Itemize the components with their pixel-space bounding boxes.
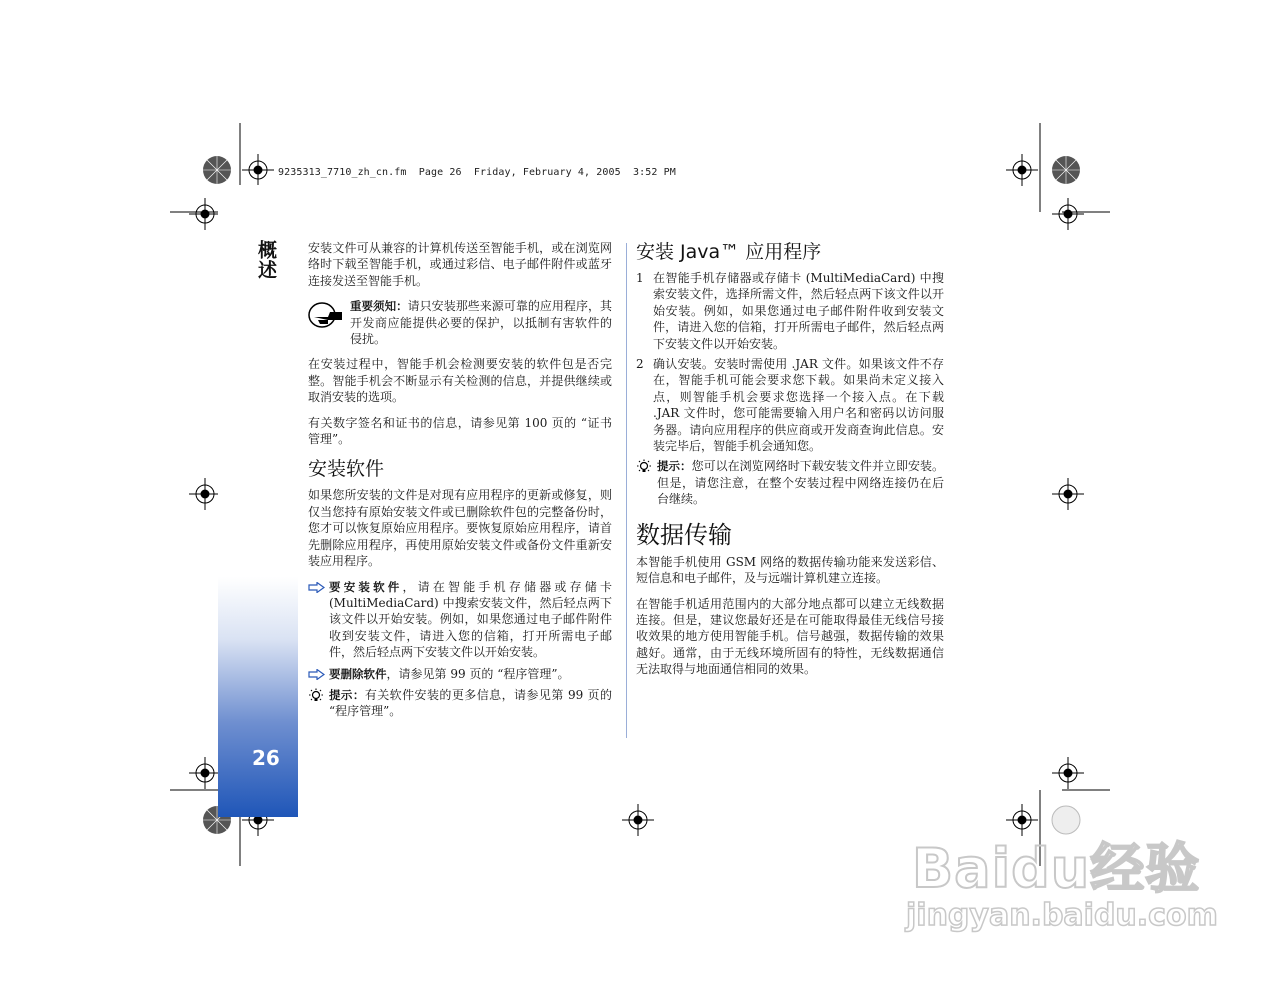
certificate-paragraph: 有关数字签名和证书的信息，请参见第 100 页的 “证书管理”。: [308, 415, 612, 447]
install-text: ，请在智能手机存储器或存储卡 (MultiMediaCard) 中搜索安装文件，然后轻点两下该文件以开始安装。例如，如果您通过电子邮件附件收到安装文件，请进入您的信箱，打开所需电子邮件，然后轻点两下安装文件以开始安装。: [329, 579, 612, 660]
wireless-paragraph: 在智能手机适用范围内的大部分地点都可以建立无线数据连接。但是，建议您最好还是在可能取得最佳无线信号接收效果的地方使用智能手机。信号越强，数据传输的效果越好。通常，由于无线环境所固有的特性，无线数据通信无法取得与地面通信相同的效果。: [636, 596, 944, 677]
remove-instruction: [308, 666, 612, 682]
gsm-paragraph: 本智能手机使用 GSM 网络的数据传输功能来发送彩信、短信息和电子邮件，及与远端计算机建立连接。: [636, 554, 944, 586]
important-text: 请只安装那些来源可靠的应用程序，其开发商应能提供必要的保护，以抵制有害软件的侵扰。: [350, 299, 612, 347]
remove-text: ，请参见第 99 页的 “程序管理”。: [386, 666, 570, 681]
important-note: [308, 298, 612, 347]
restore-paragraph: 如果您所安装的文件是对现有应用程序的更新或修复，则仅当您持有原始安装文件或已删除软件包的完整备份时，您才可以恢复原始应用程序。要恢复原始应用程序，请首先删除应用程序，再使用原始安装文件或备份文件重新安装应用程序。: [308, 488, 612, 569]
step-text: 在智能手机存储器或存储卡 (MultiMediaCard) 中搜索安装文件，选择所需文件，然后轻点两下该文件以开始安装。例如，如果您通过电子邮件附件收到安装文件，请进入您的信箱，打开所需电子邮件，然后轻点两下安装文件以开始安装。: [653, 271, 944, 351]
chapter-title: 概述: [255, 240, 277, 280]
check-paragraph: 在安装过程中，智能手机会检测要安装的软件包是否完整。智能手机会不断显示有关检测的信息，并提供继续或取消安装的选项。: [308, 357, 612, 405]
remove-label: 要删除软件: [329, 666, 387, 681]
arrow-right-icon: [308, 582, 325, 593]
intro-paragraph: 安装文件可从兼容的计算机传送至智能手机，或在浏览网络时下载至智能手机，或通过彩信、电子邮件附件或蓝牙连接发送至智能手机。: [308, 241, 612, 288]
step-item: [636, 270, 944, 352]
step-text: 确认安装。安装时需使用 .JAR 文件。如果该文件不存在，智能手机可能会要求您下载。如果尚未定义接入点，则智能手机会要求您选择一个接入点。在下载 .JAR 文件时，您可能需要输入用户名和密码以访问服务器。请向应用程序的供应商或开发商查询此信息。安装完毕后，智能手机会通知您。: [653, 357, 944, 454]
install-java-heading: 安装 Java™ 应用程序: [636, 241, 822, 263]
java-tip-note: [636, 458, 944, 507]
baidu-watermark-logo: Baidu经验: [912, 837, 1201, 900]
file-header: 9235313_7710_zh_cn.fm Page 26 Friday, February 4, 2005 3:52 PM: [278, 167, 676, 178]
data-transfer-heading: 数据传输: [636, 520, 732, 549]
install-label: 要安装软件: [329, 579, 403, 594]
tip-label: 提示：: [657, 459, 692, 474]
lightbulb-icon: [636, 459, 652, 475]
tip-note: [308, 687, 612, 720]
step-number: 2: [636, 357, 644, 372]
page-number: 26: [252, 746, 280, 770]
install-software-heading: 安装软件: [308, 458, 385, 481]
important-label: 重要须知：: [350, 299, 408, 314]
tip-text: 您可以在浏览网络时下载安装文件并立即安装。但是，请您注意，在整个安装过程中网络连接仍在后台继续。: [657, 459, 945, 507]
lightbulb-icon: [308, 688, 324, 704]
right-column: [636, 240, 944, 687]
tip-label: 提示：: [329, 687, 365, 702]
left-column: [308, 240, 612, 725]
baidu-watermark-url: jingyan.baidu.com: [906, 898, 1218, 933]
install-instruction: [308, 579, 612, 661]
step-item: [636, 356, 944, 454]
column-divider: [626, 243, 627, 738]
tip-text: 有关软件安装的更多信息，请参见第 99 页的 “程序管理”。: [329, 687, 612, 719]
important-hand-icon: [308, 300, 344, 330]
arrow-right-icon: [308, 669, 325, 680]
step-number: 1: [636, 271, 644, 285]
